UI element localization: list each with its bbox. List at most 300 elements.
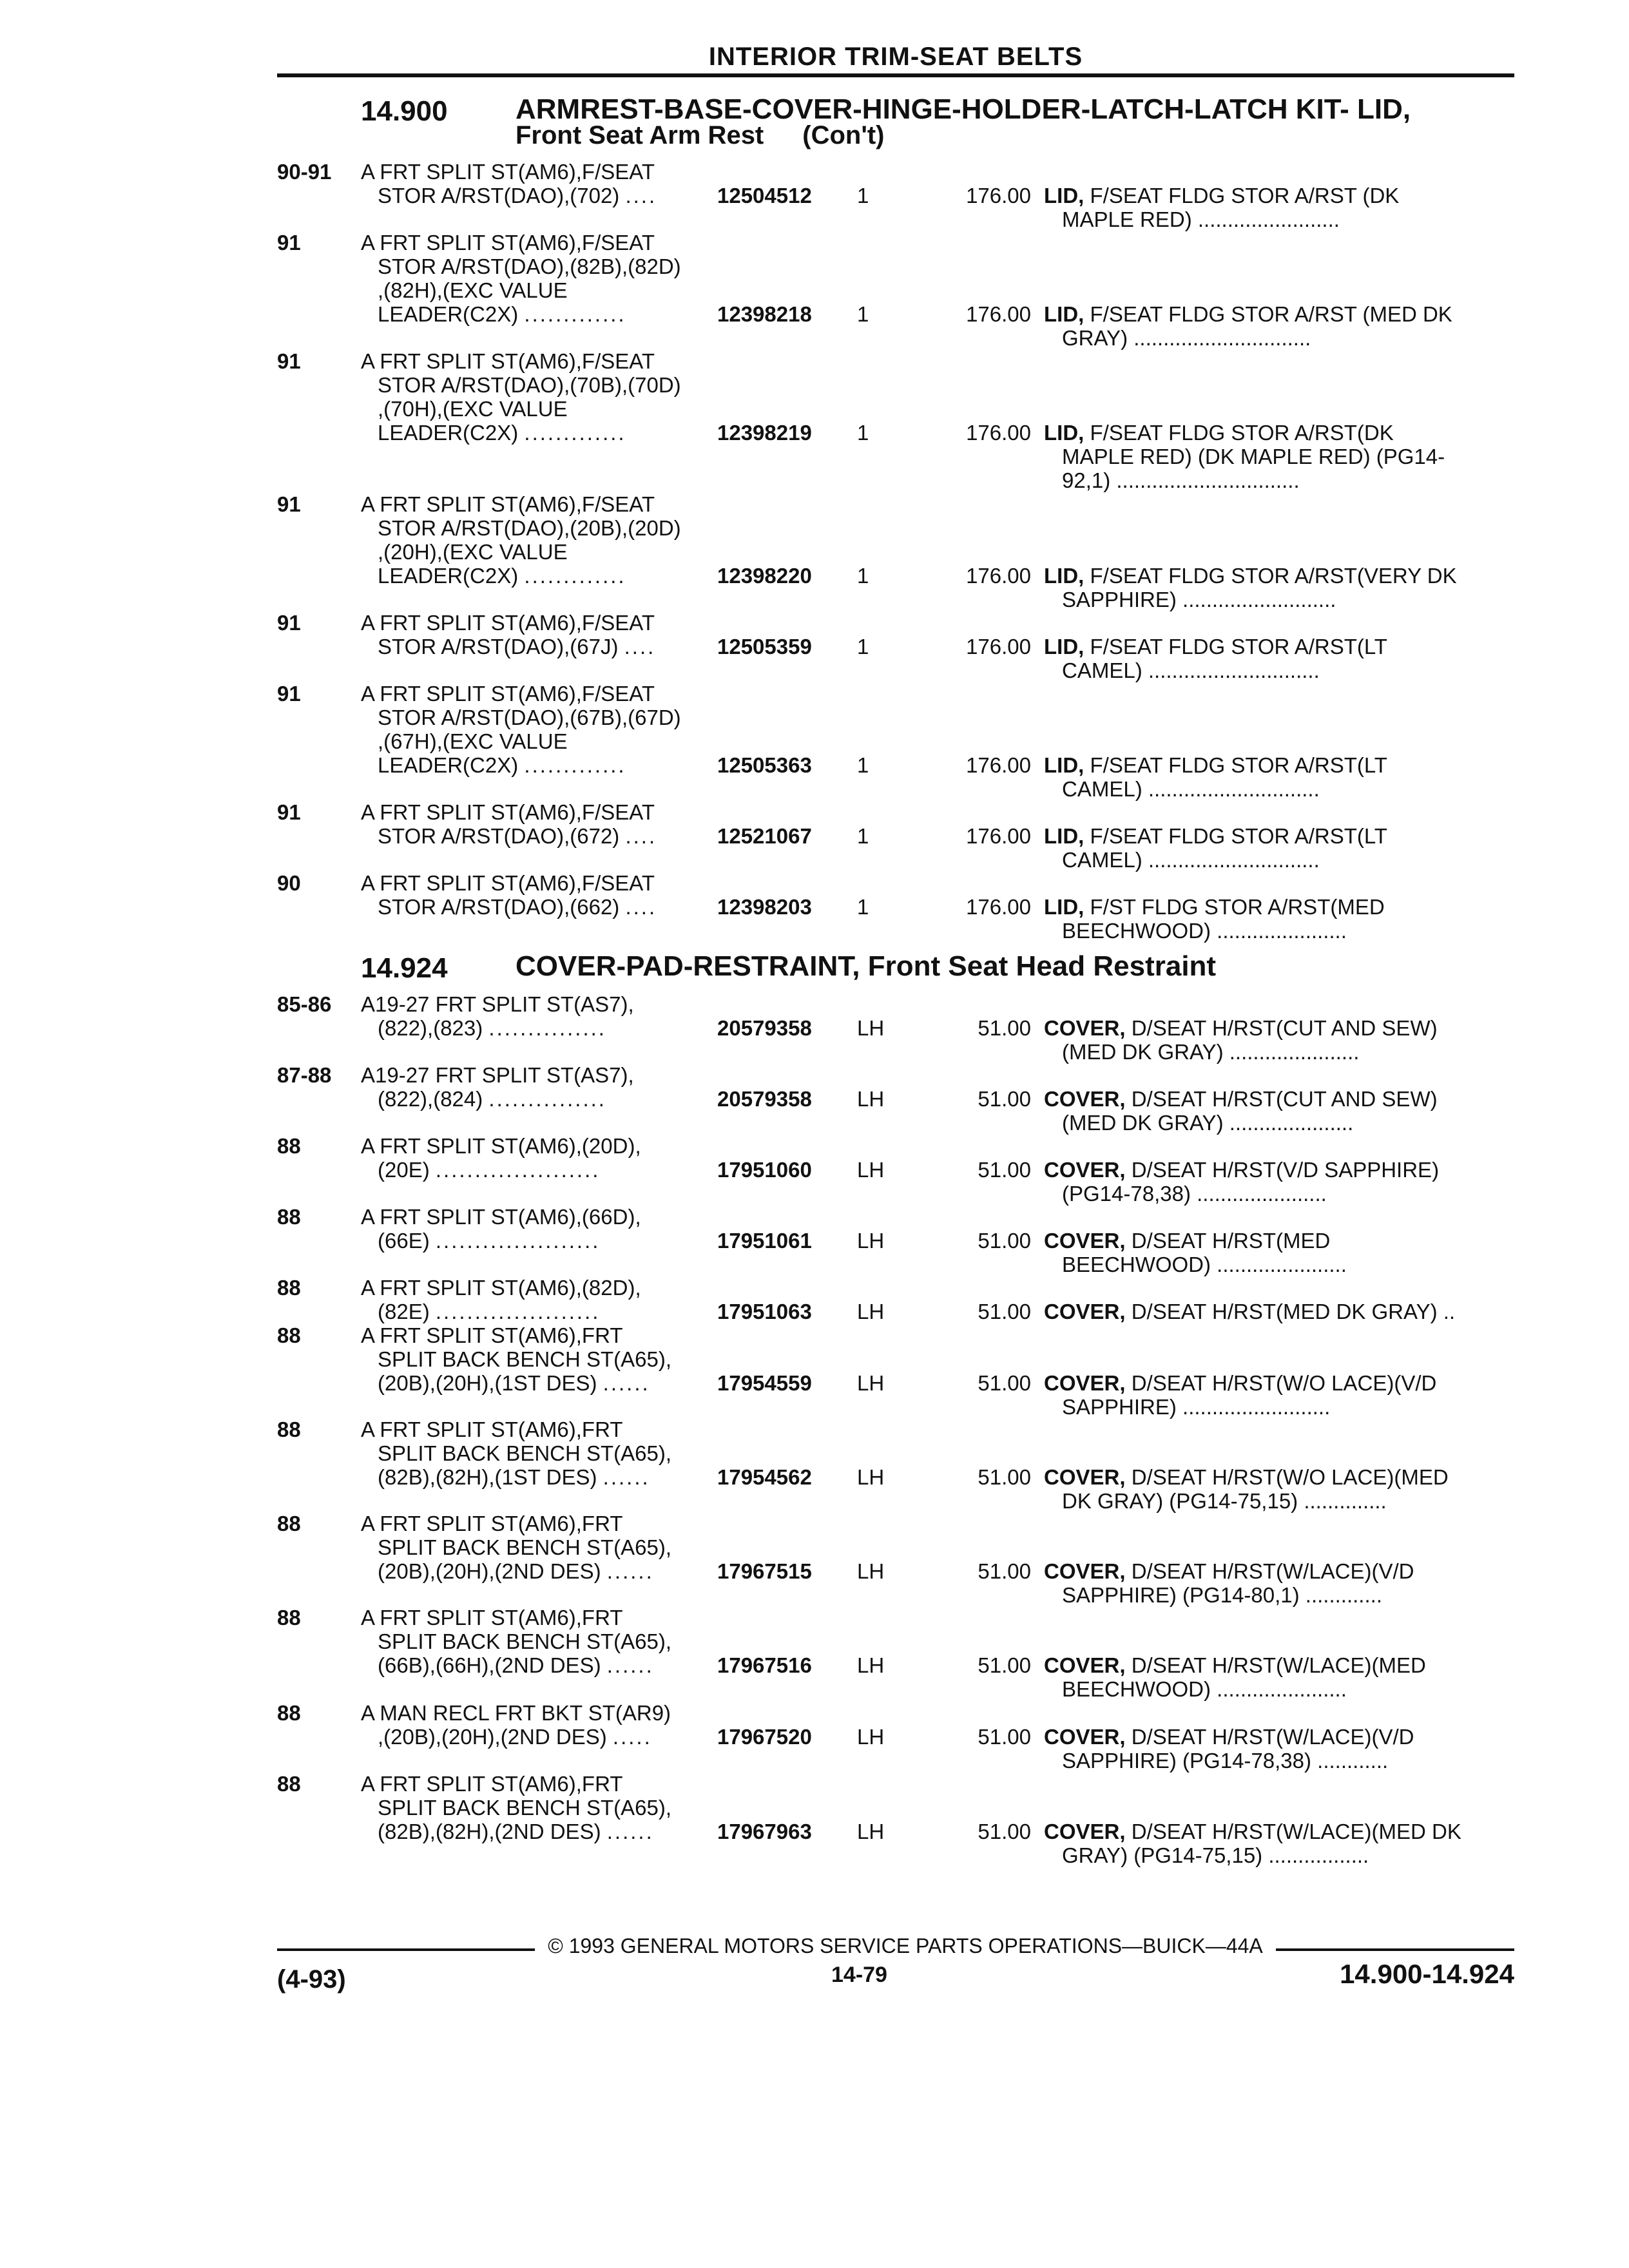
quantity: LH bbox=[857, 1465, 885, 1489]
description-text: SPLIT BACK BENCH ST(A65), bbox=[378, 1347, 672, 1371]
description-text: ,(20B),(20H),(2ND DES) bbox=[378, 1725, 607, 1749]
note-text: (MED DK GRAY) ...................... bbox=[1062, 1040, 1360, 1064]
description-line bbox=[361, 871, 992, 895]
leader-dots: ............... bbox=[488, 1016, 606, 1040]
leader-dots: ...... bbox=[606, 1820, 654, 1843]
part-note bbox=[1044, 1016, 1514, 1064]
description-text: (20B),(20H),(2ND DES) bbox=[378, 1559, 601, 1583]
description-line bbox=[361, 1441, 992, 1465]
note-line bbox=[1044, 1229, 1514, 1253]
description-text: ,(20H),(EXC VALUE bbox=[378, 540, 568, 564]
part-name: COVER, bbox=[1044, 1725, 1126, 1749]
note-line bbox=[1044, 1087, 1514, 1111]
description-line bbox=[361, 1796, 992, 1820]
description-text: STOR A/RST(DAO),(662) bbox=[378, 895, 620, 919]
part-note bbox=[1044, 1300, 1514, 1323]
description-text: STOR A/RST(DAO),(67B),(67D) bbox=[378, 706, 681, 729]
part-number: 17951061 bbox=[717, 1229, 812, 1253]
quantity: LH bbox=[857, 1820, 885, 1843]
note-text: F/SEAT FLDG STOR A/RST(LT bbox=[1090, 753, 1387, 777]
price: 51.00 bbox=[978, 1559, 1031, 1583]
note-text: SAPPHIRE) ......................... bbox=[1062, 1395, 1331, 1419]
note-line bbox=[1044, 753, 1514, 777]
note-text: F/SEAT FLDG STOR A/RST (DK bbox=[1090, 184, 1400, 207]
note-text: GRAY) (PG14-75,15) ................. bbox=[1062, 1843, 1369, 1867]
part-note bbox=[1044, 1229, 1514, 1276]
price: 176.00 bbox=[966, 824, 1031, 848]
leader-dots: ...... bbox=[602, 1371, 650, 1395]
leader-dots: ............. bbox=[524, 421, 626, 445]
description-line bbox=[361, 516, 992, 540]
description-text: A FRT SPLIT ST(AM6),FRT bbox=[361, 1772, 623, 1796]
part-name: LID, bbox=[1044, 824, 1084, 848]
note-text: CAMEL) ............................. bbox=[1062, 848, 1320, 872]
part-name: COVER, bbox=[1044, 1300, 1126, 1323]
description-line bbox=[361, 540, 992, 564]
note-line bbox=[1044, 588, 1514, 611]
price: 176.00 bbox=[966, 635, 1031, 658]
model-years: 88 bbox=[277, 1512, 301, 1535]
model-years: 88 bbox=[277, 1134, 301, 1158]
leader-dots: .... bbox=[625, 895, 657, 919]
part-number: 12521067 bbox=[717, 824, 812, 848]
part-note bbox=[1044, 1820, 1514, 1867]
section-subtitle bbox=[516, 121, 885, 150]
model-years: 88 bbox=[277, 1701, 301, 1725]
section-title: COVER-PAD-RESTRAINT, Front Seat Head Restraint bbox=[516, 950, 1217, 982]
part-number: 12398203 bbox=[717, 895, 812, 919]
description-line bbox=[361, 611, 992, 635]
part-note bbox=[1044, 1087, 1514, 1135]
model-years: 91 bbox=[277, 231, 301, 255]
part-number: 12398218 bbox=[717, 302, 812, 326]
part-name: COVER, bbox=[1044, 1559, 1126, 1583]
description-text: SPLIT BACK BENCH ST(A65), bbox=[378, 1535, 672, 1559]
part-number: 17967963 bbox=[717, 1820, 812, 1843]
description-text: (822),(824) bbox=[378, 1087, 483, 1111]
leader-dots: ..................... bbox=[435, 1158, 601, 1182]
description-text: (20B),(20H),(1ST DES) bbox=[378, 1371, 597, 1395]
note-text: CAMEL) ............................. bbox=[1062, 658, 1320, 682]
price: 51.00 bbox=[978, 1820, 1031, 1843]
description-text: (82E) bbox=[378, 1300, 430, 1323]
leader-dots: ..... bbox=[612, 1725, 652, 1749]
description-line bbox=[361, 1418, 992, 1441]
part-note bbox=[1044, 421, 1514, 492]
model-years: 87-88 bbox=[277, 1063, 332, 1087]
price: 51.00 bbox=[978, 1465, 1031, 1489]
price: 51.00 bbox=[978, 1725, 1031, 1749]
note-line bbox=[1044, 1111, 1514, 1135]
part-name: LID, bbox=[1044, 753, 1084, 777]
footer-date-code: (4-93) bbox=[277, 1965, 346, 1994]
note-line bbox=[1044, 445, 1514, 468]
description-text: (66B),(66H),(2ND DES) bbox=[378, 1653, 601, 1677]
note-text: F/SEAT FLDG STOR A/RST(VERY DK bbox=[1090, 564, 1457, 588]
note-line bbox=[1044, 1182, 1514, 1206]
quantity: LH bbox=[857, 1300, 885, 1323]
note-line bbox=[1044, 658, 1514, 682]
note-text: (MED DK GRAY) ..................... bbox=[1062, 1111, 1354, 1135]
description-line bbox=[361, 255, 992, 278]
leader-dots: ..................... bbox=[435, 1229, 601, 1253]
description-text: A FRT SPLIT ST(AM6),FRT bbox=[361, 1323, 623, 1347]
leader-dots: ...... bbox=[602, 1465, 650, 1489]
note-line bbox=[1044, 848, 1514, 872]
description-line bbox=[361, 160, 992, 184]
model-years: 91 bbox=[277, 492, 301, 516]
note-text: BEECHWOOD) ...................... bbox=[1062, 1253, 1347, 1276]
note-text: D/SEAT H/RST(W/LACE)(MED DK bbox=[1131, 1820, 1461, 1843]
price: 51.00 bbox=[978, 1229, 1031, 1253]
note-line bbox=[1044, 1040, 1514, 1064]
note-line bbox=[1044, 184, 1514, 207]
description-text: SPLIT BACK BENCH ST(A65), bbox=[378, 1441, 672, 1465]
leader-dots: ............. bbox=[524, 302, 626, 326]
description-line bbox=[361, 373, 992, 397]
note-text: CAMEL) ............................. bbox=[1062, 777, 1320, 801]
part-number: 17954559 bbox=[717, 1371, 812, 1395]
note-line bbox=[1044, 421, 1514, 445]
note-text: D/SEAT H/RST(MED bbox=[1131, 1229, 1331, 1253]
description-line bbox=[361, 1347, 992, 1371]
model-years: 88 bbox=[277, 1276, 301, 1300]
leader-dots: ............. bbox=[524, 564, 626, 588]
section-number: 14.900 bbox=[361, 95, 448, 127]
part-name: LID, bbox=[1044, 184, 1084, 207]
description-line bbox=[361, 1512, 992, 1535]
note-text: D/SEAT H/RST(W/LACE)(V/D bbox=[1131, 1725, 1414, 1749]
footer-section-range: 14.900-14.924 bbox=[1340, 1959, 1514, 1989]
part-note bbox=[1044, 753, 1514, 801]
part-name: LID, bbox=[1044, 421, 1084, 445]
note-line bbox=[1044, 895, 1514, 919]
part-number: 17967520 bbox=[717, 1725, 812, 1749]
description-text: ,(82H),(EXC VALUE bbox=[378, 278, 568, 302]
quantity: 1 bbox=[857, 895, 869, 919]
description-text: A FRT SPLIT ST(AM6),F/SEAT bbox=[361, 871, 655, 895]
description-line bbox=[361, 1535, 992, 1559]
part-note bbox=[1044, 302, 1514, 350]
part-note bbox=[1044, 184, 1514, 231]
description-text: (82B),(82H),(2ND DES) bbox=[378, 1820, 601, 1843]
leader-dots: ............... bbox=[488, 1087, 606, 1111]
note-line bbox=[1044, 1253, 1514, 1276]
model-years: 90-91 bbox=[277, 160, 332, 184]
running-title: INTERIOR TRIM-SEAT BELTS bbox=[708, 43, 1083, 71]
description-line bbox=[361, 492, 992, 516]
quantity: 1 bbox=[857, 635, 869, 658]
quantity: LH bbox=[857, 1653, 885, 1677]
part-name: COVER, bbox=[1044, 1465, 1126, 1489]
section-title: ARMREST-BASE-COVER-HINGE-HOLDER-LATCH-LATCH KIT- LID, bbox=[516, 93, 1411, 125]
price: 51.00 bbox=[978, 1016, 1031, 1040]
description-line bbox=[361, 1134, 992, 1158]
description-text: STOR A/RST(DAO),(82B),(82D) bbox=[378, 255, 681, 278]
description-text: A FRT SPLIT ST(AM6),(82D), bbox=[361, 1276, 641, 1300]
description-text: A FRT SPLIT ST(AM6),F/SEAT bbox=[361, 160, 655, 184]
part-number: 17967515 bbox=[717, 1559, 812, 1583]
note-line bbox=[1044, 1158, 1514, 1182]
price: 51.00 bbox=[978, 1653, 1031, 1677]
leader-dots: .... bbox=[625, 824, 657, 848]
part-note bbox=[1044, 824, 1514, 872]
part-number: 20579358 bbox=[717, 1087, 812, 1111]
description-text: STOR A/RST(DAO),(67J) bbox=[378, 635, 619, 658]
part-name: LID, bbox=[1044, 635, 1084, 658]
description-text: LEADER(C2X) bbox=[378, 421, 519, 445]
footer-rule-left bbox=[277, 1948, 535, 1951]
price: 176.00 bbox=[966, 184, 1031, 207]
note-line bbox=[1044, 564, 1514, 588]
model-years: 88 bbox=[277, 1323, 301, 1347]
footer-page-number: 14-79 bbox=[831, 1963, 887, 1987]
part-number: 17951060 bbox=[717, 1158, 812, 1182]
description-text: STOR A/RST(DAO),(702) bbox=[378, 184, 620, 207]
description-text: A19-27 FRT SPLIT ST(AS7), bbox=[361, 992, 634, 1016]
description-line bbox=[361, 349, 992, 373]
price: 176.00 bbox=[966, 302, 1031, 326]
note-line bbox=[1044, 1677, 1514, 1701]
description-text: A FRT SPLIT ST(AM6),FRT bbox=[361, 1606, 623, 1629]
quantity: 1 bbox=[857, 753, 869, 777]
note-line bbox=[1044, 1300, 1514, 1323]
model-years: 85-86 bbox=[277, 992, 332, 1016]
description-text: A MAN RECL FRT BKT ST(AR9) bbox=[361, 1701, 671, 1725]
part-note bbox=[1044, 1465, 1514, 1513]
note-text: SAPPHIRE) (PG14-78,38) ............ bbox=[1062, 1749, 1389, 1773]
price: 51.00 bbox=[978, 1158, 1031, 1182]
part-note bbox=[1044, 564, 1514, 611]
note-text: BEECHWOOD) ...................... bbox=[1062, 1677, 1347, 1701]
description-line bbox=[361, 278, 992, 302]
description-text: A FRT SPLIT ST(AM6),F/SEAT bbox=[361, 231, 655, 255]
note-line bbox=[1044, 1749, 1514, 1773]
note-text: (PG14-78,38) ...................... bbox=[1062, 1182, 1327, 1206]
model-years: 91 bbox=[277, 800, 301, 824]
note-text: F/SEAT FLDG STOR A/RST(LT bbox=[1090, 824, 1387, 848]
note-text: D/SEAT H/RST(W/LACE)(V/D bbox=[1131, 1559, 1414, 1583]
part-name: COVER, bbox=[1044, 1820, 1126, 1843]
description-text: ,(70H),(EXC VALUE bbox=[378, 397, 568, 421]
note-text: D/SEAT H/RST(W/O LACE)(V/D bbox=[1131, 1371, 1437, 1395]
part-name: LID, bbox=[1044, 895, 1084, 919]
note-text: GRAY) .............................. bbox=[1062, 326, 1311, 350]
note-line bbox=[1044, 919, 1514, 943]
note-line bbox=[1044, 1653, 1514, 1677]
part-number: 17954562 bbox=[717, 1465, 812, 1489]
description-line bbox=[361, 1772, 992, 1796]
note-line bbox=[1044, 326, 1514, 350]
description-text: A FRT SPLIT ST(AM6),F/SEAT bbox=[361, 800, 655, 824]
note-text: DK GRAY) (PG14-75,15) .............. bbox=[1062, 1489, 1387, 1513]
part-note bbox=[1044, 1725, 1514, 1773]
part-number: 12504512 bbox=[717, 184, 812, 207]
note-line bbox=[1044, 207, 1514, 231]
price: 176.00 bbox=[966, 421, 1031, 445]
description-line bbox=[361, 397, 992, 421]
note-text: MAPLE RED) ........................ bbox=[1062, 207, 1340, 231]
quantity: LH bbox=[857, 1559, 885, 1583]
note-line bbox=[1044, 1725, 1514, 1749]
note-line bbox=[1044, 468, 1514, 492]
part-number: 17951063 bbox=[717, 1300, 812, 1323]
note-text: F/SEAT FLDG STOR A/RST (MED DK bbox=[1090, 302, 1452, 326]
description-text: A19-27 FRT SPLIT ST(AS7), bbox=[361, 1063, 634, 1087]
leader-dots: ............. bbox=[524, 753, 626, 777]
description-text: A FRT SPLIT ST(AM6),F/SEAT bbox=[361, 492, 655, 516]
note-text: F/SEAT FLDG STOR A/RST(LT bbox=[1090, 635, 1387, 658]
note-text: MAPLE RED) (DK MAPLE RED) (PG14- bbox=[1062, 445, 1445, 468]
description-text: A FRT SPLIT ST(AM6),F/SEAT bbox=[361, 349, 655, 373]
description-line bbox=[361, 1629, 992, 1653]
part-number: 12398220 bbox=[717, 564, 812, 588]
part-note bbox=[1044, 1371, 1514, 1419]
note-text: D/SEAT H/RST(CUT AND SEW) bbox=[1131, 1016, 1438, 1040]
part-number: 12505363 bbox=[717, 753, 812, 777]
leader-dots: .... bbox=[624, 635, 656, 658]
note-line bbox=[1044, 1559, 1514, 1583]
leader-dots: ..................... bbox=[435, 1300, 601, 1323]
part-note bbox=[1044, 635, 1514, 682]
description-text: (82B),(82H),(1ST DES) bbox=[378, 1465, 597, 1489]
quantity: LH bbox=[857, 1087, 885, 1111]
part-name: COVER, bbox=[1044, 1371, 1126, 1395]
description-text: (20E) bbox=[378, 1158, 430, 1182]
part-number: 20579358 bbox=[717, 1016, 812, 1040]
part-name: COVER, bbox=[1044, 1016, 1126, 1040]
note-line bbox=[1044, 1820, 1514, 1843]
description-line bbox=[361, 800, 992, 824]
description-line bbox=[361, 1701, 992, 1725]
description-text: STOR A/RST(DAO),(672) bbox=[378, 824, 620, 848]
part-note bbox=[1044, 1653, 1514, 1701]
description-line bbox=[361, 682, 992, 706]
note-text: D/SEAT H/RST(V/D SAPPHIRE) bbox=[1131, 1158, 1440, 1182]
price: 176.00 bbox=[966, 753, 1031, 777]
note-text: BEECHWOOD) ...................... bbox=[1062, 919, 1347, 943]
model-years: 91 bbox=[277, 611, 301, 635]
price: 51.00 bbox=[978, 1300, 1031, 1323]
leader-dots: ...... bbox=[606, 1653, 654, 1677]
note-text: SAPPHIRE) (PG14-80,1) ............. bbox=[1062, 1583, 1382, 1607]
description-text: LEADER(C2X) bbox=[378, 302, 519, 326]
note-line bbox=[1044, 1395, 1514, 1419]
model-years: 91 bbox=[277, 682, 301, 706]
part-name: LID, bbox=[1044, 564, 1084, 588]
model-years: 88 bbox=[277, 1606, 301, 1629]
description-line bbox=[361, 1205, 992, 1229]
model-years: 88 bbox=[277, 1418, 301, 1441]
note-text: D/SEAT H/RST(W/O LACE)(MED bbox=[1131, 1465, 1449, 1489]
description-text: (66E) bbox=[378, 1229, 430, 1253]
model-years: 91 bbox=[277, 349, 301, 373]
note-text: 92,1) ............................... bbox=[1062, 468, 1300, 492]
quantity: LH bbox=[857, 1371, 885, 1395]
part-note bbox=[1044, 1559, 1514, 1607]
leader-dots: .... bbox=[625, 184, 657, 207]
description-text: STOR A/RST(DAO),(20B),(20D) bbox=[378, 516, 681, 540]
note-line bbox=[1044, 1016, 1514, 1040]
model-years: 88 bbox=[277, 1205, 301, 1229]
quantity: LH bbox=[857, 1725, 885, 1749]
price: 51.00 bbox=[978, 1087, 1031, 1111]
section-subtitle-text: Front Seat Arm Rest bbox=[516, 121, 764, 149]
description-text: LEADER(C2X) bbox=[378, 753, 519, 777]
note-line bbox=[1044, 1371, 1514, 1395]
description-text: STOR A/RST(DAO),(70B),(70D) bbox=[378, 373, 681, 397]
description-line bbox=[361, 729, 992, 753]
description-line bbox=[361, 231, 992, 255]
note-line bbox=[1044, 302, 1514, 326]
description-line bbox=[361, 1323, 992, 1347]
leader-dots: ...... bbox=[606, 1559, 654, 1583]
description-text: A FRT SPLIT ST(AM6),FRT bbox=[361, 1418, 623, 1441]
part-name: LID, bbox=[1044, 302, 1084, 326]
part-name: COVER, bbox=[1044, 1087, 1126, 1111]
part-note bbox=[1044, 1158, 1514, 1206]
quantity: 1 bbox=[857, 564, 869, 588]
quantity: 1 bbox=[857, 302, 869, 326]
note-text: SAPPHIRE) .......................... bbox=[1062, 588, 1336, 611]
quantity: 1 bbox=[857, 824, 869, 848]
quantity: 1 bbox=[857, 421, 869, 445]
description-text: LEADER(C2X) bbox=[378, 564, 519, 588]
price: 176.00 bbox=[966, 895, 1031, 919]
quantity: LH bbox=[857, 1158, 885, 1182]
description-line bbox=[361, 1276, 992, 1300]
header-rule bbox=[277, 73, 1514, 77]
description-text: SPLIT BACK BENCH ST(A65), bbox=[378, 1629, 672, 1653]
note-line bbox=[1044, 777, 1514, 801]
note-line bbox=[1044, 635, 1514, 658]
part-note bbox=[1044, 895, 1514, 943]
note-text: D/SEAT H/RST(W/LACE)(MED bbox=[1131, 1653, 1426, 1677]
part-number: 12398219 bbox=[717, 421, 812, 445]
note-line bbox=[1044, 1465, 1514, 1489]
note-line bbox=[1044, 1583, 1514, 1607]
note-text: F/ST FLDG STOR A/RST(MED bbox=[1090, 895, 1385, 919]
note-text: F/SEAT FLDG STOR A/RST(DK bbox=[1090, 421, 1394, 445]
description-text: A FRT SPLIT ST(AM6),(20D), bbox=[361, 1134, 641, 1158]
description-text: A FRT SPLIT ST(AM6),(66D), bbox=[361, 1205, 641, 1229]
part-number: 17967516 bbox=[717, 1653, 812, 1677]
description-text: A FRT SPLIT ST(AM6),F/SEAT bbox=[361, 682, 655, 706]
model-years: 90 bbox=[277, 871, 301, 895]
description-text: ,(67H),(EXC VALUE bbox=[378, 729, 568, 753]
continued-label: (Con't) bbox=[802, 121, 885, 149]
footer-rule-right bbox=[1276, 1948, 1514, 1951]
quantity: LH bbox=[857, 1229, 885, 1253]
section-number: 14.924 bbox=[361, 952, 448, 984]
part-name: COVER, bbox=[1044, 1653, 1126, 1677]
price: 176.00 bbox=[966, 564, 1031, 588]
description-line bbox=[361, 992, 992, 1016]
price: 51.00 bbox=[978, 1371, 1031, 1395]
part-number: 12505359 bbox=[717, 635, 812, 658]
description-text: A FRT SPLIT ST(AM6),F/SEAT bbox=[361, 611, 655, 635]
description-text: (822),(823) bbox=[378, 1016, 483, 1040]
description-line bbox=[361, 1606, 992, 1629]
quantity: 1 bbox=[857, 184, 869, 207]
description-line bbox=[361, 1063, 992, 1087]
model-years: 88 bbox=[277, 1772, 301, 1796]
description-text: SPLIT BACK BENCH ST(A65), bbox=[378, 1796, 672, 1820]
note-line bbox=[1044, 824, 1514, 848]
part-name: COVER, bbox=[1044, 1229, 1126, 1253]
quantity: LH bbox=[857, 1016, 885, 1040]
note-line bbox=[1044, 1843, 1514, 1867]
